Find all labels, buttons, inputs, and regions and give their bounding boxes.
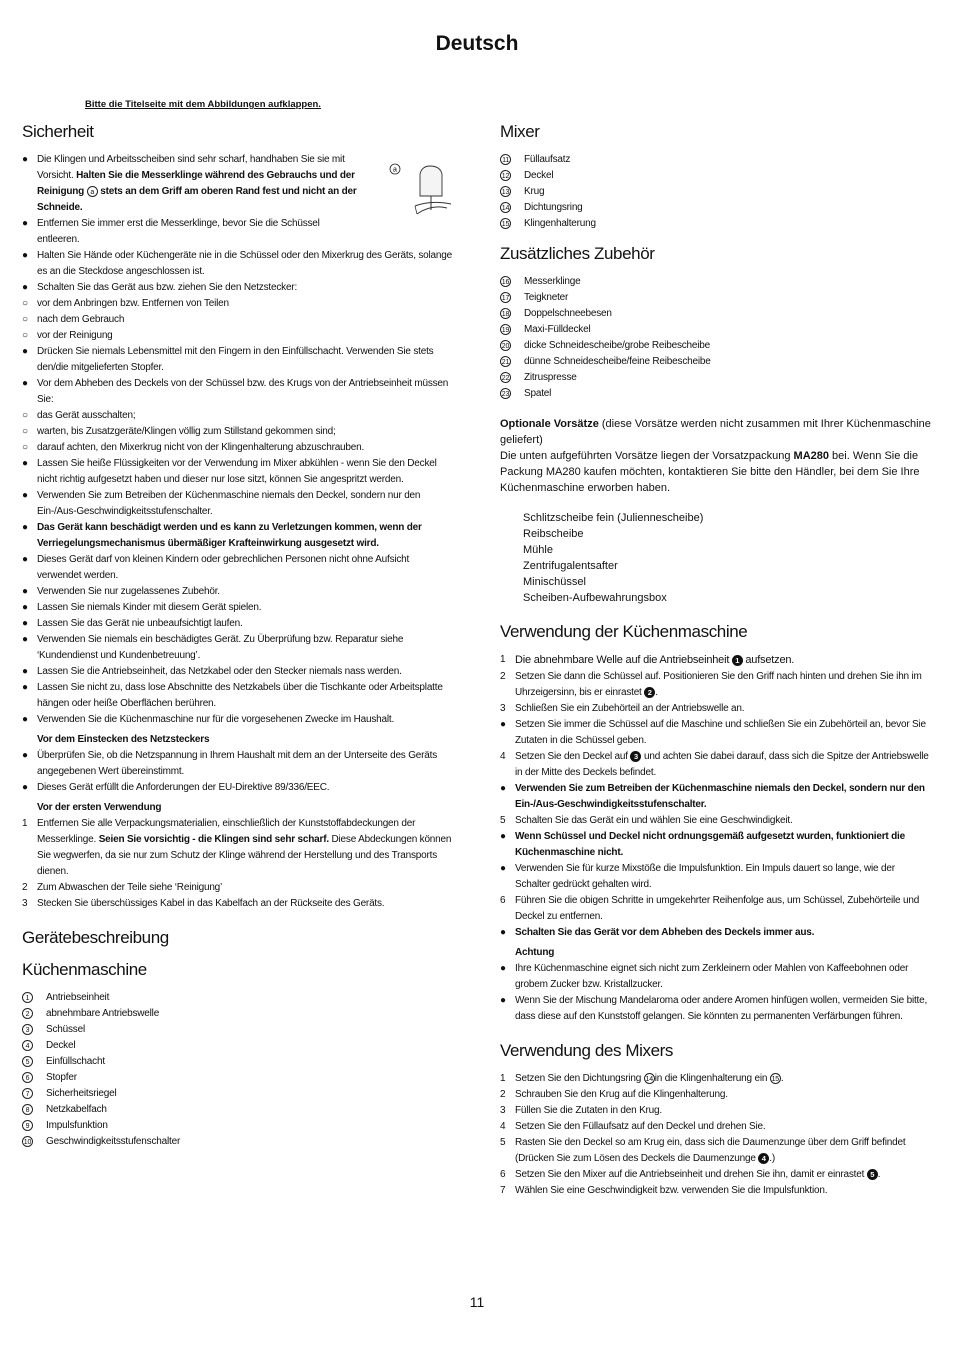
- list-item: ● Lassen Sie das Gerät nie unbeaufsichtigt laufen.: [22, 618, 243, 629]
- caution-heading: Achtung: [515, 947, 555, 958]
- optional-item: Schlitzscheibe fein (Juliennescheibe): [523, 512, 704, 524]
- part-item: 23 Spatel: [501, 388, 552, 399]
- optional-item: Reibscheibe: [523, 528, 584, 540]
- blade-illustration: [385, 162, 460, 227]
- part-item: 3 Schüssel: [22, 1022, 452, 1038]
- left-column: [22, 120, 452, 1150]
- list-item: ○ vor dem Anbringen bzw. Entfernen von Teilen: [22, 298, 229, 309]
- list-item: 5 Schalten Sie das Gerät ein und wählen Sie eine Geschwindigkeit.: [500, 815, 793, 826]
- part-item: 12 Deckel: [501, 170, 554, 181]
- blade-label: a: [393, 166, 397, 174]
- part-item: 10 Geschwindigkeitsstufenschalter: [23, 1136, 181, 1147]
- list-item: ● Schalten Sie das Gerät vor dem Abheben des Deckels immer aus.: [500, 927, 815, 938]
- list-item: 6 Setzen Sie den Mixer auf die Antriebseinheit und drehen Sie ihn, damit er einrastet 5 .: [500, 1169, 881, 1180]
- list-item: 1 Entfernen Sie alle Verpackungsmaterialien, einschließlich der Kunststoffabdeckungen der Messerklinge. Seien Sie vorsichtig - die Klingen sind sehr scharf. Diese Abdeckungen können Sie wegwerfen, da sie nur zum Schutz der Klinge während der Herstellung und des Transports dienen.: [22, 818, 452, 877]
- list-item: ● Dieses Gerät erfüllt die Anforderungen der EU-Direktive 89/336/EEC.: [22, 782, 330, 793]
- list-item: ● Ihre Küchenmaschine eignet sich nicht zum Zerkleinern oder Mahlen von Kaffeebohnen oder grobem Zucker bzw. Kristallzucker.: [500, 963, 909, 990]
- list-item: 3 Füllen Sie die Zutaten in den Krug.: [500, 1105, 662, 1116]
- list-item: 7 Wählen Sie eine Geschwindigkeit bzw. verwenden Sie die Impulsfunktion.: [500, 1185, 828, 1196]
- list-item: ○ vor der Reinigung: [22, 330, 113, 341]
- list-item: ● Halten Sie Hände oder Küchengeräte nie in die Schüssel oder den Mixerkrug des Geräts, solange es an die Steckdose angeschlossen ist.: [22, 250, 452, 277]
- list-item: ● Wenn Sie der Mischung Mandelaroma oder andere Aromen hinfügen wollen, vermeiden Sie bitte, dass diese auf den Kunststoff gelangen. Sie könnten zu permanenten Verfärbungen führen.: [500, 995, 928, 1022]
- list-item: ● Entfernen Sie immer erst die Messerklinge, bevor Sie die Schüssel entleeren.: [22, 218, 320, 245]
- page-title: Deutsch: [435, 32, 519, 55]
- optional-item: Mühle: [523, 544, 553, 556]
- part-item: 22 Zitruspresse: [501, 372, 577, 383]
- list-item: ● Verwenden Sie für kurze Mixstöße die Impulsfunktion. Ein Impuls dauert so lange, wie der Schalter gedrückt gehalten wird.: [500, 863, 895, 890]
- part-item: 15 Klingenhalterung: [501, 218, 596, 229]
- list-item: ● Dieses Gerät darf von kleinen Kindern oder gebrechlichen Personen nicht ohne Aufsicht verwendet werden.: [22, 554, 410, 581]
- optional-item: Minischüssel: [523, 576, 586, 588]
- list-item: ● Lassen Sie nicht zu, dass lose Abschnitte des Netzkabels über die Tischkante oder Arbeitsplatte hängen oder heiße Oberflächen berühren.: [22, 682, 443, 709]
- device-parts-list: [22, 990, 452, 1150]
- part-item: 5 Einfüllschacht: [22, 1054, 452, 1070]
- part-item: 16 Messerklinge: [501, 276, 581, 287]
- list-item: 3 Stecken Sie überschüssiges Kabel in das Kabelfach an der Rückseite des Geräts.: [22, 898, 385, 909]
- list-item: ○ nach dem Gebrauch: [22, 314, 125, 325]
- part-item: 13 Krug: [501, 186, 545, 197]
- optional-paragraph: Optionale Vorsätze (diese Vorsätze werden nicht zusammen mit Ihrer Küchenmaschine geliefert) Die unten aufgeführten Vorsätze liegen der Vorsatzpackung MA280 bei. Wenn Sie die Packung MA280 kaufen möchten, kontaktieren Sie bitte den Händler, bei dem Sie Ihre Küchenmaschine erworben haben.: [500, 418, 931, 494]
- part-item: 2 abnehmbare Antriebswelle: [22, 1006, 452, 1022]
- part-item: 21 dünne Schneidescheibe/feine Reibescheibe: [501, 356, 711, 367]
- right-column: [500, 120, 932, 1199]
- part-item: 8 Netzkabelfach: [22, 1102, 452, 1118]
- device-subheading: Küchenmaschine: [22, 960, 147, 979]
- mixer-heading: Mixer: [500, 122, 540, 141]
- list-item: 4 Setzen Sie den Deckel auf 3 und achten Sie dabei darauf, dass sich die Spitze der Antriebswelle in der Mitte des Deckels befindet.: [500, 751, 929, 778]
- part-item: 4 Deckel: [22, 1038, 452, 1054]
- list-item: ● Verwenden Sie nur zugelassenes Zubehör.: [22, 586, 220, 597]
- part-item: 14 Dichtungsring: [501, 202, 583, 213]
- plug-heading: Vor dem Einstecken des Netzsteckers: [37, 734, 210, 745]
- part-item: 9 Impulsfunktion: [22, 1118, 452, 1134]
- list-item: 5 Rasten Sie den Deckel so am Krug ein, dass sich die Daumenzunge über dem Griff befindet (Drücken Sie zum Lösen des Deckels die Daumenzunge 4 .): [500, 1137, 906, 1164]
- mixer-usage-heading: Verwendung des Mixers: [500, 1041, 674, 1060]
- device-heading: Gerätebeschreibung: [22, 928, 169, 947]
- list-item: ● Verwenden Sie die Küchenmaschine nur für die vorgesehenen Zwecke im Haushalt.: [22, 714, 395, 725]
- list-item: ● Schalten Sie das Gerät aus bzw. ziehen Sie den Netzstecker:: [22, 282, 298, 293]
- list-item: 4 Setzen Sie den Füllaufsatz auf den Deckel und drehen Sie.: [500, 1121, 766, 1132]
- accessories-heading: Zusätzliches Zubehör: [500, 244, 655, 263]
- list-item: ● Vor dem Abheben des Deckels von der Schüssel bzw. des Krugs von der Antriebseinheit müssen Sie:: [22, 378, 449, 405]
- part-item: 1 Antriebseinheit: [22, 990, 452, 1006]
- list-item: ● Das Gerät kann beschädigt werden und es kann zu Verletzungen kommen, wenn der Verriegelungsmechanismus übermäßiger Krafteinwirkung ausgesetzt wird.: [22, 522, 422, 549]
- list-item: ● Drücken Sie niemals Lebensmittel mit den Fingern in den Einfüllschacht. Verwenden Sie stets den/die mitgelieferten Stopfer.: [22, 346, 434, 373]
- list-item: ○ das Gerät ausschalten;: [22, 410, 136, 421]
- list-item: 2 Schrauben Sie den Krug auf die Klingenhalterung.: [500, 1089, 728, 1100]
- mixer-parts-list: [500, 152, 932, 232]
- accessories-parts-list: [500, 274, 932, 402]
- part-item: 11 Füllaufsatz: [500, 152, 932, 168]
- optional-item: Zentrifugalentsafter: [523, 560, 618, 572]
- list-item: ● Die Klingen und Arbeitsscheiben sind sehr scharf, handhaben Sie sie mit Vorsicht. Halten Sie die Messerklinge während des Gebrauchs und der Reinigung a stets an dem Griff am oberen Rand fest und nicht an der Schneide.: [22, 154, 357, 213]
- list-item: ● Verwenden Sie niemals ein beschädigtes Gerät. Zu Überprüfung bzw. Reparatur siehe ‘Kundendienst und Kundenbetreuung’.: [22, 634, 404, 661]
- list-item: ○ darauf achten, den Mixerkrug nicht von der Klingenhalterung abzuschrauben.: [22, 442, 365, 453]
- part-item: 20 dicke Schneidescheibe/grobe Reibescheibe: [501, 340, 711, 351]
- list-item: ● Lassen Sie heiße Flüssigkeiten vor der Verwendung im Mixer abkühlen - wenn Sie den Deckel nicht richtig aufgesetzt haben und dieser nur lose sitzt, können Sie angespritzt werden.: [22, 458, 437, 485]
- first-use-heading: Vor der ersten Verwendung: [37, 802, 162, 813]
- list-item: ● Verwenden Sie zum Betreiben der Küchenmaschine niemals den Deckel, sondern nur den Ein-/Aus-Geschwindigkeitsstufenschalter.: [22, 490, 421, 517]
- list-item: 6 Führen Sie die obigen Schritte in umgekehrter Reihenfolge aus, um Schüssel, Zubehörteile und Deckel zu entfernen.: [500, 895, 920, 922]
- part-item: 6 Stopfer: [22, 1070, 452, 1086]
- list-item: 2 Setzen Sie dann die Schüssel auf. Positionieren Sie den Griff nach hinten und drehen Sie ihn im Uhrzeigersinn, bis er einrastet 2 .: [500, 671, 922, 698]
- usage-heading: Verwendung der Küchenmaschine: [500, 622, 748, 641]
- part-item: 19 Maxi-Fülldeckel: [501, 324, 591, 335]
- part-item: 17 Teigkneter: [501, 292, 569, 303]
- list-item: ○ warten, bis Zusatzgeräte/Klingen völlig zum Stillstand gekommen sind;: [22, 426, 336, 437]
- optional-items-list: [500, 510, 932, 606]
- list-item: ● Überprüfen Sie, ob die Netzspannung in Ihrem Haushalt mit dem an der Unterseite des Geräts angegebenen Wert übereinstimmt.: [22, 750, 437, 777]
- page-number: 11: [469, 1294, 485, 1310]
- list-item: ● Setzen Sie immer die Schüssel auf die Maschine und schließen Sie ein Zubehörteil an, bevor Sie Zutaten in die Schüssel geben.: [500, 719, 926, 746]
- list-item: 2 Zum Abwaschen der Teile siehe ‘Reinigung’: [22, 882, 223, 893]
- fold-out-instruction: Bitte die Titelseite mit dem Abbildungen aufklappen.: [85, 99, 321, 110]
- list-item: 3 Schließen Sie ein Zubehörteil an der Antriebswelle an.: [500, 703, 745, 714]
- list-item: 1 Setzen Sie den Dichtungsring 14 in die Klingenhalterung ein 15 .: [500, 1073, 784, 1084]
- list-item: 1 Die abnehmbare Welle auf die Antriebseinheit 1 aufsetzen.: [500, 654, 795, 666]
- list-item: ● Wenn Schüssel und Deckel nicht ordnungsgemäß aufgesetzt wurden, funktioniert die Küchenmaschine nicht.: [500, 831, 905, 858]
- part-item: 18 Doppelschneebesen: [501, 308, 612, 319]
- part-item: 7 Sicherheitsriegel: [22, 1086, 452, 1102]
- list-item: ● Verwenden Sie zum Betreiben der Küchenmaschine niemals den Deckel, sondern nur den Ein-/Aus-Geschwindigkeitsstufenschalter.: [500, 783, 925, 810]
- list-item: ● Lassen Sie niemals Kinder mit diesem Gerät spielen.: [22, 602, 262, 613]
- list-item: ● Lassen Sie die Antriebseinheit, das Netzkabel oder den Stecker niemals nass werden.: [22, 666, 402, 677]
- safety-heading: Sicherheit: [22, 122, 94, 141]
- optional-item: Scheiben-Aufbewahrungsbox: [523, 592, 667, 604]
